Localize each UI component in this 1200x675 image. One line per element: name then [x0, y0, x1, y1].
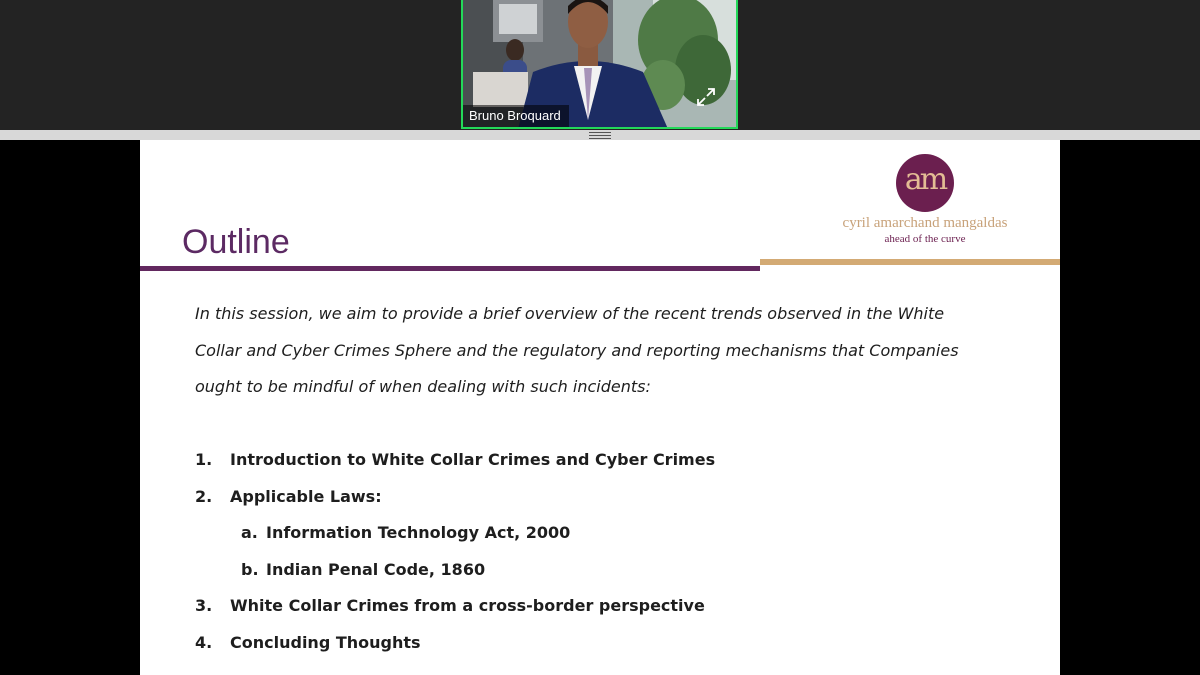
outline-item-text: Concluding Thoughts	[230, 632, 421, 652]
firm-name: cyril amarchand mangaldas	[842, 215, 1008, 231]
shared-slide	[140, 140, 1060, 675]
intro-line: ought to be mindful of when dealing with such incidents:	[195, 377, 651, 396]
intro-paragraph	[195, 296, 1015, 406]
outline-item-number: 3.	[195, 596, 213, 616]
outline-item-number: 1.	[195, 450, 213, 469]
resize-handle-line	[589, 135, 611, 136]
outline-item-text: White Collar Crimes from a cross-border perspective	[230, 596, 705, 616]
slide-title: Outline	[182, 223, 290, 261]
outline-item-text: Introduction to White Collar Crimes and Cyber Crimes	[230, 450, 716, 469]
outline-subitem-text: Indian Penal Code, 1860	[266, 559, 486, 579]
outline-subitem	[195, 552, 1015, 589]
outline-item	[195, 442, 1015, 479]
firm-logo	[820, 154, 1030, 254]
outline-subitem-letter: a.	[241, 523, 258, 543]
firm-tagline: ahead of the curve	[884, 233, 966, 245]
outline-subitem-text: Information Technology Act, 2000	[266, 523, 571, 543]
title-rule-tan	[760, 259, 1060, 265]
intro-line: In this session, we aim to provide a brief overview of the recent trends observed in the White	[195, 304, 945, 323]
outline-list	[195, 442, 1015, 662]
outline-item-number: 4.	[195, 632, 213, 652]
outline-subitem-letter: b.	[241, 559, 259, 579]
title-rule-purple	[140, 266, 760, 271]
intro-line: Collar and Cyber Crimes Sphere and the regulatory and reporting mechanisms that Companies	[195, 340, 959, 360]
expand-arrows-icon[interactable]	[694, 85, 718, 109]
outline-item	[195, 588, 1015, 625]
outline-subitem	[195, 515, 1015, 552]
resize-handle-line	[589, 138, 611, 139]
participant-video-tile[interactable]	[461, 0, 738, 129]
outline-item-number: 2.	[195, 486, 213, 506]
participant-name: Bruno Broquard	[463, 105, 569, 127]
resize-handle[interactable]	[589, 130, 611, 140]
outline-item	[195, 479, 1015, 516]
outline-item-text: Applicable Laws:	[230, 486, 382, 506]
outline-item	[195, 625, 1015, 662]
logo-letters: am	[904, 162, 946, 197]
expand-arrows-glyph	[694, 85, 718, 109]
logo-mark-icon	[896, 154, 954, 212]
resize-handle-line	[589, 132, 611, 133]
